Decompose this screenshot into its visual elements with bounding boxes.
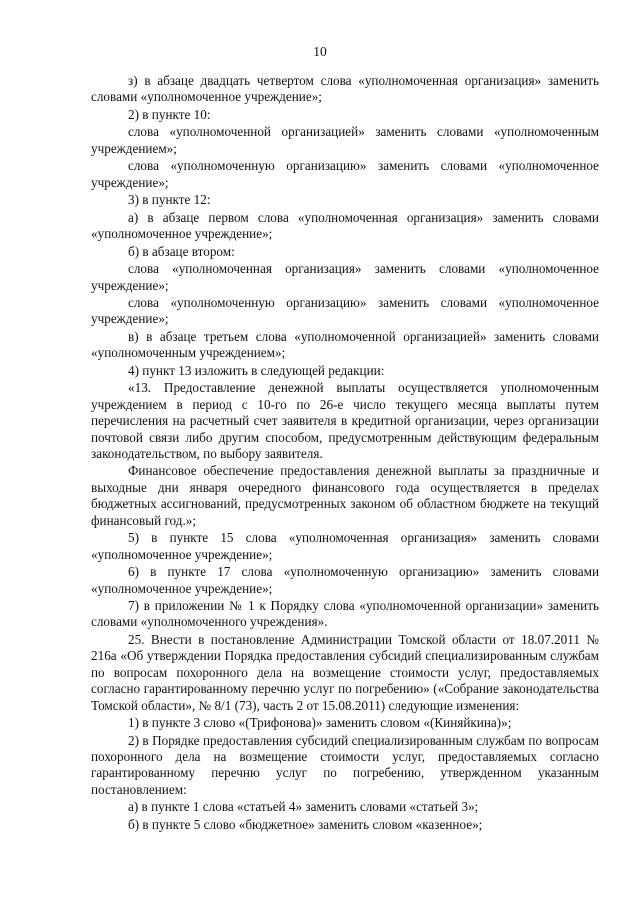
paragraph: слова «уполномоченной организацией» заменить словами «уполномоченным учреждением»; xyxy=(91,124,599,156)
paragraph: 6) в пункте 17 слова «уполномоченную организацию» заменить словами «уполномоченное учреждение»; xyxy=(91,564,599,596)
paragraph: Финансовое обеспечение предоставления денежной выплаты за праздничные и выходные дни января очередного финансового года осуществляется в пределах бюджетных ассигнований, предусмотренных законом об областном бюджете на текущий финансовый год.»; xyxy=(91,463,599,528)
paragraph: б) в абзаце втором: xyxy=(128,243,235,259)
paragraph: в) в абзаце третьем слова «уполномоченной организацией» заменить словами «уполномоченным учреждением»; xyxy=(91,328,599,361)
paragraph: 4) пункт 13 изложить в следующей редакции: xyxy=(128,362,385,378)
paragraph: слова «уполномоченную организацию» заменить словами «уполномоченное учреждение»; xyxy=(91,158,599,190)
paragraph: а) в абзаце первом слова «уполномоченная организация» заменить словами «уполномоченное учреждение»; xyxy=(91,209,599,242)
document-body xyxy=(91,73,599,834)
paragraph: 2) в Порядке предоставления субсидий специализированным службам по вопросам похоронного дела на возмещение стоимости услуг, предоставляемых согласно гарантированному перечню услуг по погребению, утвержденном указанным постановлением: xyxy=(91,732,599,797)
paragraph: 3) в пункте 12: xyxy=(128,192,211,208)
paragraph: б) в пункте 5 слово «бюджетное» заменить словом «казенное»; xyxy=(128,816,483,832)
paragraph: 25. Внести в постановление Администрации Томской области от 18.07.2011 № 216а «Об утверждении Порядка предоставления субсидий специализированным службам по вопросам похоронного дела на возмещение стоимости услуг, предоставляемых согласно гарантированному перечню услуг по погребению» («Собрание законодательства Томской области», № 8/1 (73), часть 2 от 15.08.2011) следующие изменения: xyxy=(91,631,599,713)
paragraph: 2) в пункте 10: xyxy=(128,106,211,122)
paragraph: а) в пункте 1 слова «статьей 4» заменить словами «статьей 3»; xyxy=(128,799,479,815)
paragraph: 5) в пункте 15 слова «уполномоченная организация» заменить словами «уполномоченное учреждение»; xyxy=(91,530,599,562)
paragraph: з) в абзаце двадцать четвертом слова «уполномоченная организация» заменить словами «уполномоченное учреждение»; xyxy=(91,73,599,105)
paragraph: «13. Предоставление денежной выплаты осуществляется уполномоченным учреждением в период с 10-го по 26-е число текущего месяца выплаты путем перечисления на расчетный счет заявителя в кредитной организации, через организации почтовой связи либо другим способом, предусмотренным действующим федеральным законодательством, по выбору заявителя. xyxy=(91,380,599,461)
page-number: 10 xyxy=(313,44,327,59)
paragraph: слова «уполномоченная организация» заменить словами «уполномоченное учреждение»; xyxy=(91,261,599,293)
paragraph: 7) в приложении № 1 к Порядку слова «уполномоченной организации» заменить словами «уполномоченного учреждения». xyxy=(91,598,599,630)
paragraph: 1) в пункте 3 слово «(Трифонова)» заменить словом «(Киняйкина)»; xyxy=(128,715,512,731)
paragraph: слова «уполномоченную организацию» заменить словами «уполномоченное учреждение»; xyxy=(91,295,599,327)
